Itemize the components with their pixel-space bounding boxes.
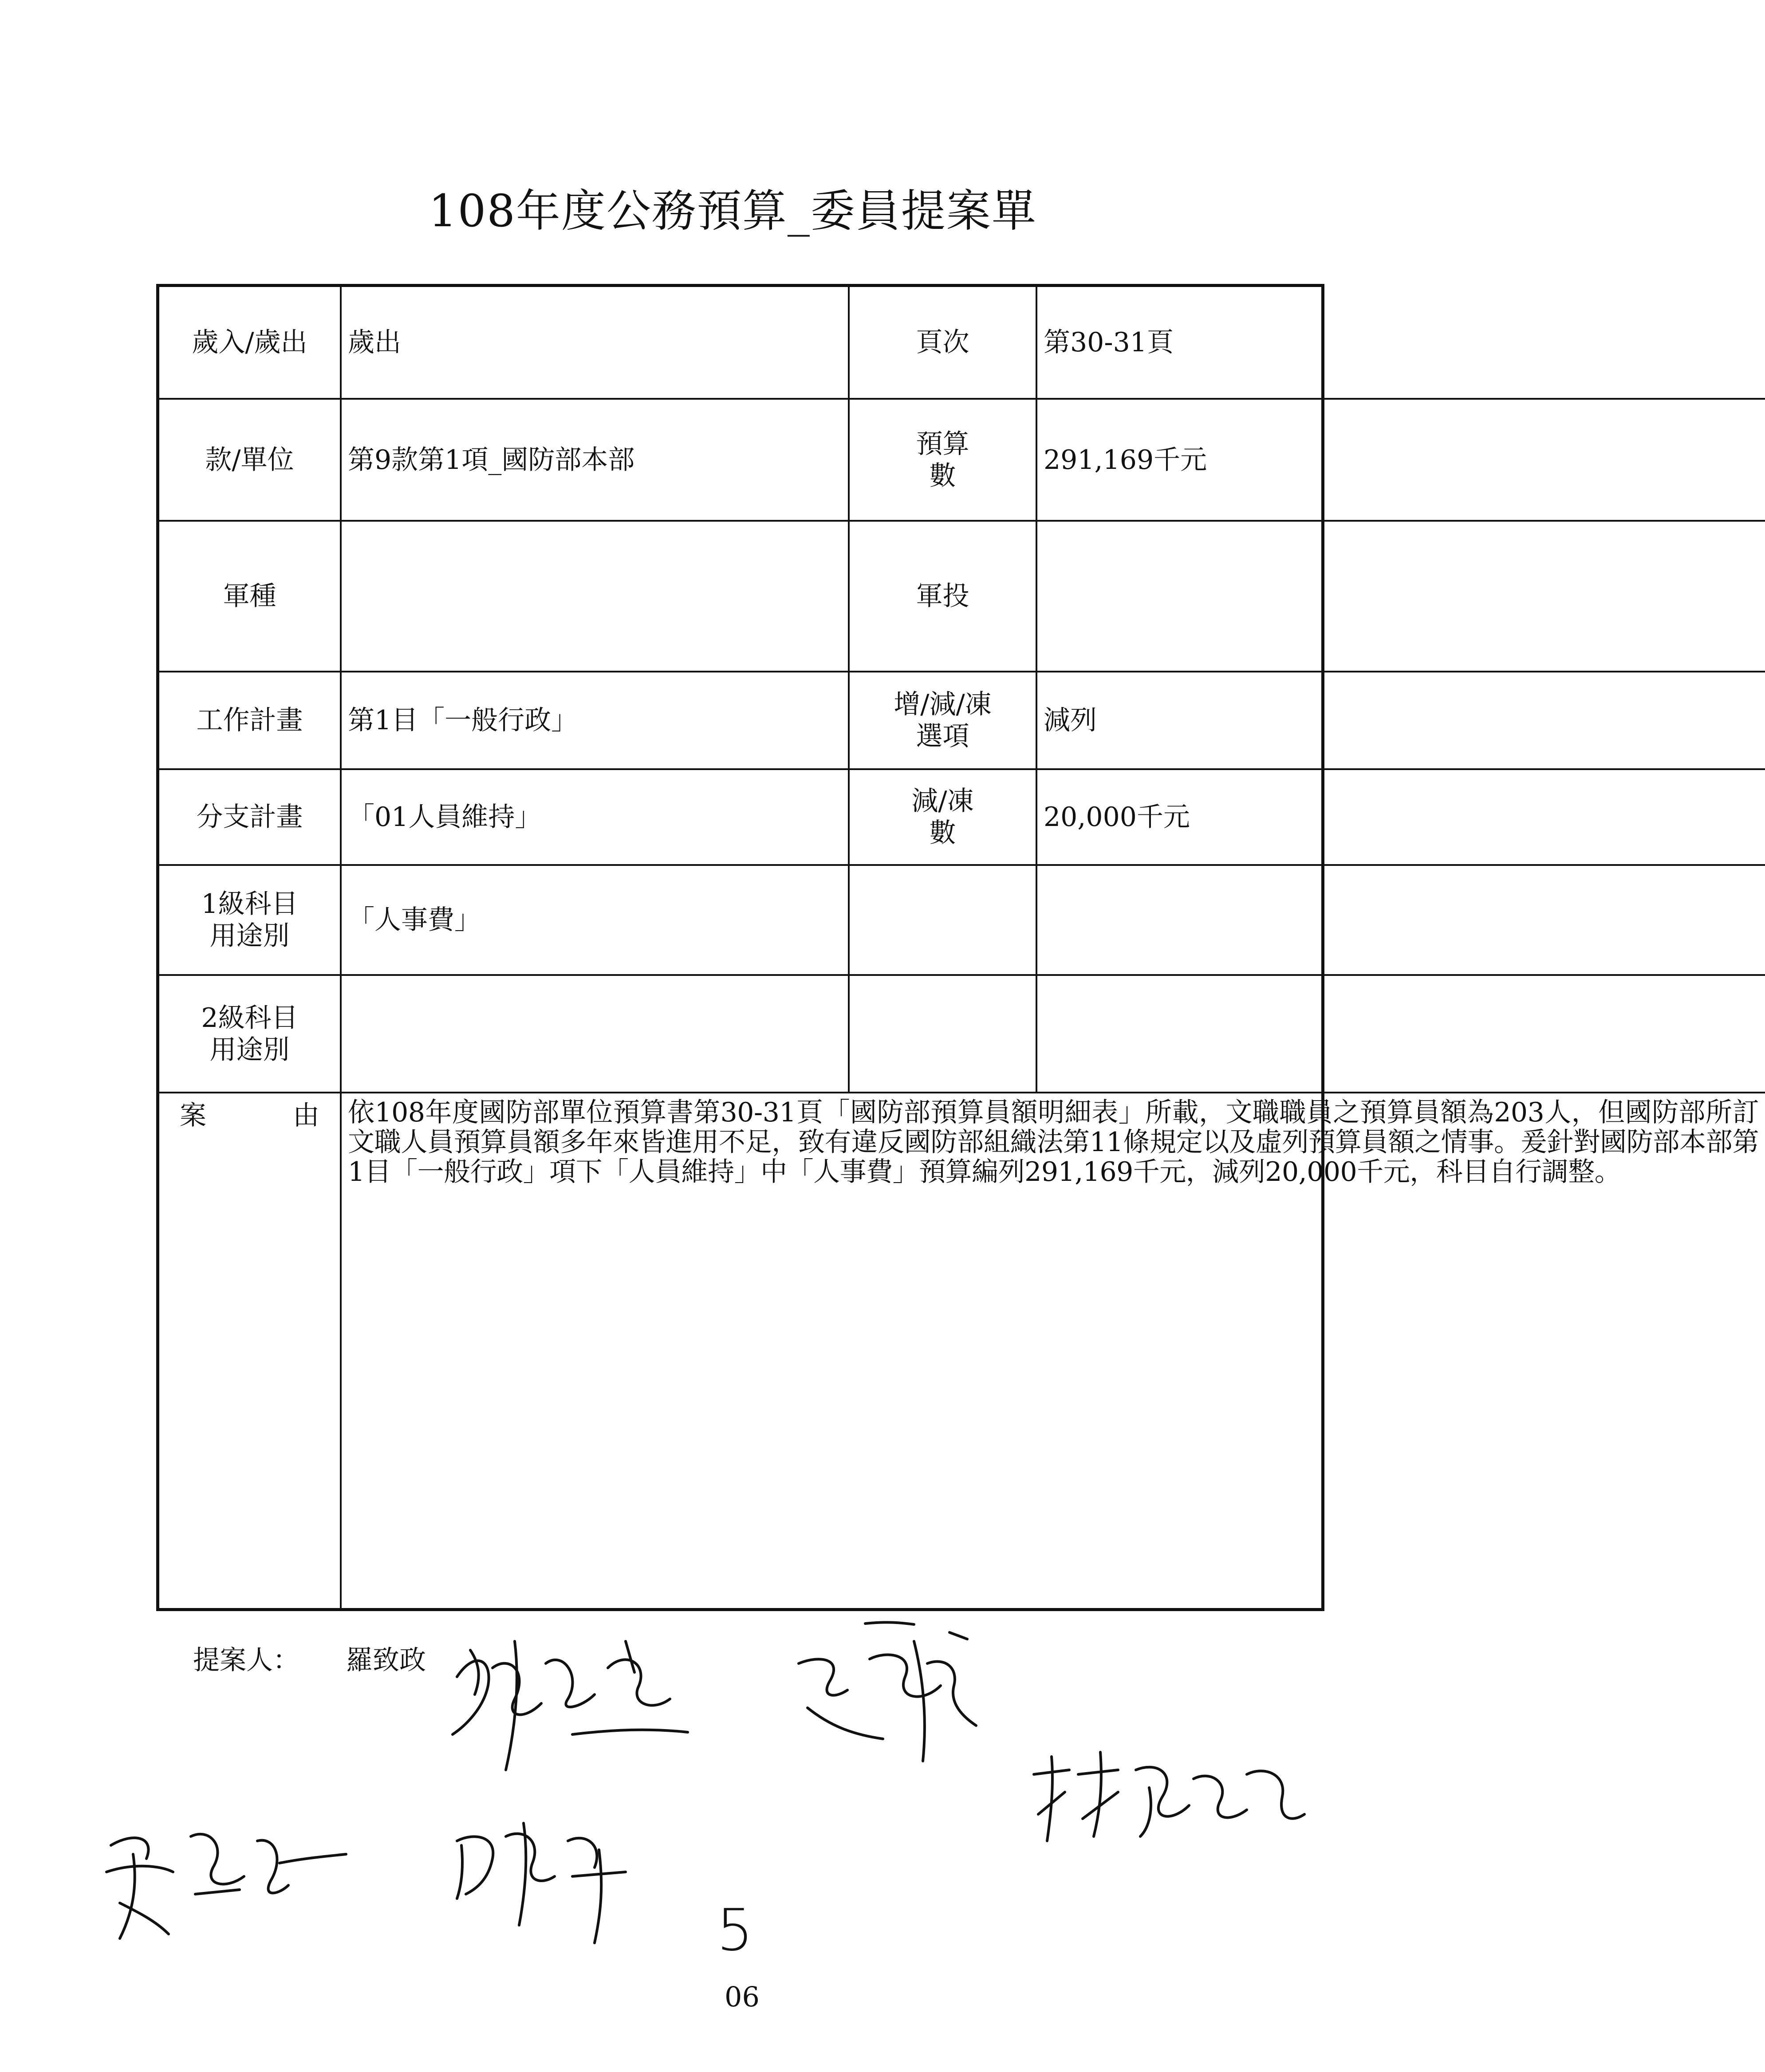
r6-col4-empty: [1037, 866, 1765, 976]
signature-1: [439, 1624, 714, 1783]
label-level1-subject-line2: 用途別: [209, 920, 290, 951]
proposer-name: 羅致政: [346, 1645, 426, 1676]
label-level1-subject: [159, 866, 342, 976]
r7-col3-empty: [850, 976, 1037, 1093]
label-budget-amount-line2: 數: [929, 460, 956, 491]
value-reduction-amount: 20,000千元: [1037, 770, 1765, 866]
label-action-option: [850, 672, 1037, 770]
value-level2-subject: [342, 976, 850, 1093]
label-service-branch: 軍種: [159, 522, 342, 672]
value-page: 第30-31頁: [1037, 287, 1765, 400]
value-action-option: 減列: [1037, 672, 1765, 770]
label-page: 頁次: [850, 287, 1037, 400]
label-reduction-amount-line1: 減/凍: [911, 786, 974, 817]
value-income-expense: 歲出: [342, 287, 850, 400]
value-work-plan: 第1目「一般行政」: [342, 672, 850, 770]
signature-4: [93, 1810, 351, 1952]
label-reason: [159, 1093, 342, 1611]
label-level2-subject-line2: 用途別: [209, 1034, 290, 1065]
proposer-label: 提案人：: [193, 1645, 299, 1676]
signature-3: [1016, 1743, 1309, 1850]
label-budget-amount-line1: 預算: [916, 428, 969, 460]
label-branch-plan: 分支計畫: [159, 770, 342, 866]
label-action-option-line1: 增/減/凍: [894, 689, 992, 720]
value-budget-amount: 291,169千元: [1037, 400, 1765, 522]
r7-col4-empty: [1037, 976, 1765, 1093]
label-income-expense: 歲入/歲出: [159, 287, 342, 400]
page-number: 06: [725, 1981, 760, 2013]
value-branch-plan: 「01人員維持」: [342, 770, 850, 866]
label-reduction-amount: [850, 770, 1037, 866]
label-military-investment: 軍投: [850, 522, 1037, 672]
label-action-option-line2: 選項: [916, 721, 969, 752]
value-military-investment: [1037, 522, 1765, 672]
label-reason-char2: 由: [293, 1100, 319, 1131]
label-reason-char1: 案: [180, 1100, 206, 1131]
signature-2: [781, 1615, 994, 1783]
value-level1-subject: 「人事費」: [342, 866, 850, 976]
label-work-plan: 工作計畫: [159, 672, 342, 770]
value-section-unit: 第9款第1項_國防部本部: [342, 400, 850, 522]
handwritten-page-mark: 5: [717, 1896, 753, 1964]
value-service-branch: [342, 522, 850, 672]
label-level1-subject-line1: 1級科目: [201, 889, 298, 920]
r6-col3-empty: [850, 866, 1037, 976]
signature-5: [439, 1810, 643, 1952]
proposal-form-table: [156, 284, 1759, 1611]
reason-text: 依108年度國防部單位預算書第30-31頁「國防部預算員額明細表」所載，文職職員之預算員額為203人，但國防部所訂文職人員預算員額多年來皆進用不足，致有違反國防部組織法第11條規定以及虛列預算員額之情事。爰針對國防部本部第1目「一般行政」項下「人員維持」中「人事費」預算編列291,169千元，減列20,000千元，科目自行調整。: [348, 1097, 1759, 1188]
form-title: 108年度公務預算_委員提案單: [429, 185, 1037, 237]
label-level2-subject-line1: 2級科目: [201, 1002, 298, 1034]
label-reduction-amount-line2: 數: [929, 818, 956, 849]
label-budget-amount: [850, 400, 1037, 522]
label-section-unit: 款/單位: [159, 400, 342, 522]
label-level2-subject: [159, 976, 342, 1093]
